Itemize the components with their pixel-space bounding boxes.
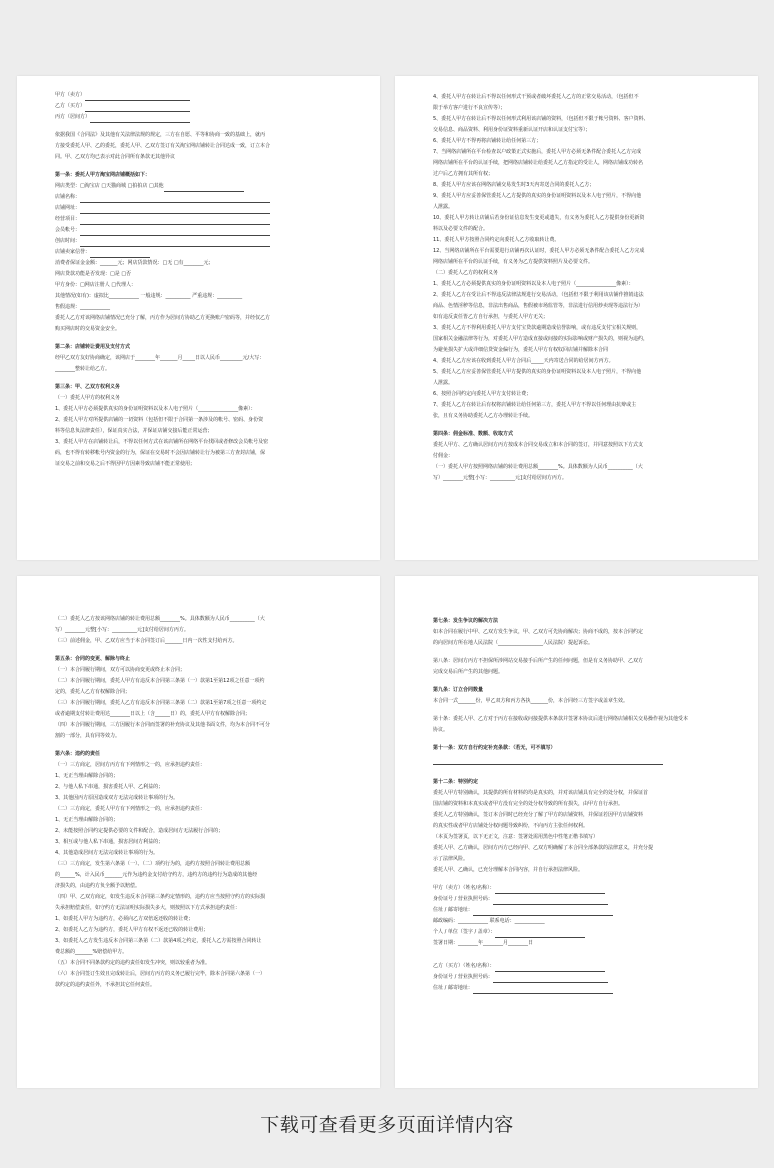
text-line	[433, 843, 720, 854]
line-text: （四）甲、乙双方商定，如发生违反本合同第三条约定情形的，违约方应当按照守约方的实际损	[55, 894, 266, 900]
blank-fill-line	[495, 886, 605, 894]
line-text: 委托人乙方特别确认，签订本合同时已经充分了解了甲方的店铺资料，并保证若因甲方店铺资料	[433, 812, 644, 818]
text-line	[55, 760, 342, 771]
line-text: 12、当网络店铺所在平台需要进行店铺再次认证时，委托人甲方必须无条件配合委托人乙方完成	[433, 248, 645, 254]
text-line	[55, 269, 342, 280]
line-text: （本页为签署页，以下无正文，注意：签署处需用黑色中性笔正楷书填写）	[433, 834, 599, 840]
line-text: 签署日期：________年________月________日	[433, 940, 534, 946]
section-heading	[55, 382, 342, 393]
blank-fill-line	[85, 93, 190, 101]
text-line	[433, 279, 720, 290]
line-text: 证交易之前和交易之后不得因甲方因素导致店铺不能正常使用；	[55, 461, 196, 467]
line-text: 第三条：甲、乙双方权利义务	[55, 384, 121, 390]
text-line	[433, 754, 720, 765]
blank-fill-line	[80, 195, 270, 203]
line-text: （一）本合同履行期间，双方可以协商变更或终止本合同；	[55, 667, 186, 673]
line-text: 的向居间方所在地人民法院（__________________人民法院）提起诉讼。	[433, 640, 594, 646]
text-line	[433, 821, 720, 832]
text-line	[433, 696, 720, 707]
line-text: 写）________元整[小写：__________元]支付给居间方丙方。	[55, 627, 189, 633]
line-text: 1、无正当理由解除合同的；	[55, 773, 119, 779]
line-text: 1、委托人乙方必须提供真实的身份证明资料以及本人电子照片（________________像素）：	[433, 281, 634, 287]
text-line	[433, 213, 720, 224]
section-heading	[433, 616, 720, 627]
text-line	[433, 312, 720, 323]
text-line	[433, 799, 720, 810]
text-line	[55, 804, 342, 815]
line-text: 会员帐号：	[55, 227, 81, 233]
text-line	[55, 353, 342, 364]
text-line	[55, 415, 342, 426]
text-line	[433, 894, 720, 905]
text-line	[433, 411, 720, 422]
line-text: （一）委托人甲方的权利义务	[55, 395, 121, 401]
line-text: 乙方（买方）（姓名/名称）：	[433, 963, 495, 969]
line-text: 协议。	[433, 727, 449, 733]
text-line	[55, 936, 342, 947]
line-text: 限于举方客户进行不良宣传等）；	[433, 105, 506, 111]
line-text: 3、如委托人乙方发生违反本合同第三条第（二）款第4项之约定，委托人乙方需按照合同转让	[55, 938, 262, 944]
text-line	[433, 725, 720, 736]
text-line	[433, 714, 720, 725]
line-text: 的______%，计入民币_______元作为违约金支付给守约方，违约方的违约行为造成的其他经	[55, 872, 258, 878]
text-line	[55, 152, 342, 163]
line-text: 身份证号 / 营业执照号码：	[433, 974, 493, 980]
line-text: 第十一条：双方自行约定补充条款：（若无，可不填写）	[433, 745, 556, 751]
text-line	[55, 302, 342, 313]
text-line	[433, 334, 720, 345]
text-line	[55, 720, 342, 731]
text-line	[55, 181, 342, 192]
line-text: 费总额的_______%赔偿给甲方。	[55, 949, 128, 955]
text-line	[433, 257, 720, 268]
paragraph-spacer	[433, 736, 720, 743]
text-line	[433, 961, 720, 972]
text-line	[433, 440, 720, 451]
text-line	[433, 983, 720, 994]
line-text: 消费者保证金金额：_______元；网店货款情况：□无 □有________元；	[55, 260, 214, 266]
text-line	[433, 323, 720, 334]
line-text: 2、委托人甲方对所提供店铺的一切资料（包括但不限于合同第一条涉及的帐号、密码、身份资	[55, 417, 264, 423]
line-text: 第十二条：特别约定	[433, 779, 479, 785]
line-text: 第四条：佣金标准、数额、收取方式	[433, 431, 514, 437]
text-line	[433, 916, 720, 927]
line-text: （三）本合同履行期间，委托人乙方有违反本合同第三条第（二）款第1至第7项之任意一项约定	[55, 700, 267, 706]
line-text: 2、与他人私下串通，损害委托人甲、乙利益的；	[55, 784, 164, 790]
text-line	[433, 169, 720, 180]
text-line	[55, 203, 342, 214]
line-text: 依据我国《合同法》及其他有关法律法规的规定，三方在自愿、平等和协商一致的基础上，就丙	[55, 132, 266, 138]
text-line	[433, 638, 720, 649]
document-page-1	[17, 76, 380, 560]
blank-fill-line	[493, 897, 608, 905]
blank-fill-line	[80, 217, 270, 225]
text-line	[433, 235, 720, 246]
text-line	[433, 854, 720, 865]
text-line	[55, 404, 342, 415]
text-line	[55, 141, 342, 152]
text-line	[55, 892, 342, 903]
line-text: 4、委托人甲方在转让后不得以任何形式干预或者破坏委托人乙方的正常交易活动，（包括但不	[433, 94, 639, 100]
paragraph-spacer	[433, 949, 720, 961]
text-line	[433, 972, 720, 983]
text-line	[55, 881, 342, 892]
line-text: （一）委托人甲方按照网络店铺的转让费用总额________%。具体数额为人民币__________（大	[433, 464, 643, 470]
line-text: ________整转让给乙方。	[55, 366, 111, 372]
line-text: 第二条：店铺转让费用及支付方式	[55, 344, 131, 350]
line-text: 1、如委托人甲方为违约方，必须向乙方双倍返还收的转让费；	[55, 916, 194, 922]
line-text: 甲方身份：□网店注册人 □代理人：	[55, 282, 137, 288]
text-line	[55, 903, 342, 914]
section-heading	[433, 429, 720, 440]
line-text: 邮政编码：____________ 联系电话：____________	[433, 918, 545, 924]
text-line	[433, 400, 720, 411]
text-line	[55, 709, 342, 720]
text-line	[55, 870, 342, 881]
text-line	[55, 665, 342, 676]
text-line	[55, 112, 342, 123]
text-line	[433, 810, 720, 821]
blank-fill-line	[80, 239, 270, 247]
text-line	[433, 268, 720, 279]
line-text: 委托人甲、乙确认，已充分理解本合同内容，并自行承担法律风险。	[433, 867, 584, 873]
line-text: 身份证号 / 营业执照号码：	[433, 896, 493, 902]
text-line	[55, 393, 342, 404]
line-text: 同。甲、乙双方均已表示对此合同所有条款无其他异议	[55, 154, 176, 160]
section-heading	[433, 743, 720, 754]
line-text: 失承担赔偿责任，如守约方无法证明实际损失多大，则按照以下方式承担违约责任：	[55, 905, 241, 911]
line-text: 国家相关金融法律等行为，对委托人甲方造成直接或间接的实际影响或财产损失的，则视为违约，	[433, 336, 649, 342]
text-line	[433, 158, 720, 169]
paragraph-spacer	[433, 422, 720, 429]
line-text: 为避免损失扩大或详细信贷资金偏行为，委托人甲方有权収回店铺并解除本合同	[433, 347, 609, 353]
blank-fill-line	[495, 930, 585, 938]
line-text: 3、相互或与他人私下串通，损害居间方利益的；	[55, 839, 164, 845]
text-line	[55, 258, 342, 269]
paragraph-spacer	[55, 163, 342, 170]
line-text: 3、委托人甲方在店铺转让后，不得以任何方式在该店铺所在网络平台找回或者修改会员帐号及密	[55, 439, 269, 445]
text-line	[433, 290, 720, 301]
text-line	[433, 147, 720, 158]
paragraph-spacer	[55, 742, 342, 749]
line-text: 第一条：委托人甲方淘宝网店铺概括如下：	[55, 172, 151, 178]
paragraph-spacer	[433, 876, 720, 883]
download-more-caption[interactable]: 下载可查看更多页面详情内容	[260, 1114, 514, 1136]
blank-fill-line	[90, 115, 190, 123]
line-text: 其他情况(如有)：虚拟比____________ 一般违规：__________ 严重违规：__________	[55, 293, 243, 299]
line-text: 6、委托人甲方不得再将店铺转让给任何第三方；	[433, 138, 542, 144]
line-text: 网络店铺所在平台的认证手续，把网络店铺转让给委托人乙方指定的受让人，网络店铺成功转名	[433, 160, 644, 166]
text-line	[55, 815, 342, 826]
line-text: 委托人甲方、乙方确认居间方丙方按成本合同交易成立和本合同的签订，并同意按照以下方式支	[433, 442, 644, 448]
blank-fill-line	[493, 975, 608, 983]
text-line	[433, 462, 720, 473]
blank-fill-line	[164, 184, 244, 192]
line-text: 10、委托人甲方转让店铺后若身份证信息发生变更或遗失，有义务为委托人乙方提供身份更新资	[433, 215, 645, 221]
line-text: 店铺卖家信誉：	[55, 249, 91, 255]
line-text: 甲方（卖方）（姓名/名称）：	[433, 885, 495, 891]
text-line	[55, 698, 342, 709]
blank-fill-line	[495, 964, 605, 972]
text-line	[55, 614, 342, 625]
line-text: 住址 / 邮寄地址：	[433, 907, 473, 913]
line-text: （二）三方商定，委托人甲方有下列情形之一的，应承担违约责任：	[55, 806, 206, 812]
text-line	[433, 246, 720, 257]
line-text: 本合同一式_______份，甲乙双方和丙方各执_______份，本合同经三方签字或盖章生效。	[433, 698, 629, 704]
text-line	[55, 826, 342, 837]
line-text: 委托人乙方对该网络店铺情况已充分了解，丙方作为居间方协助乙方更换账户密码等，并经仅乙方	[55, 315, 271, 321]
line-text: 经甲乙双方友好协商确定，该网店于________年_______月_____日以人民币_________元/大写：	[55, 355, 265, 361]
line-text: 2、未能按照合同约定提供必要的文件和配合，造成居间方无法履行合同的；	[55, 828, 224, 834]
line-text: 网络店铺所在平台的认证手续，有义务为乙方提供资料照片及必要文件。	[433, 259, 594, 265]
line-text: 2、如委托人乙方为违约方，委托人甲方有权不返还已收的转让费用；	[55, 927, 209, 933]
text-line	[55, 214, 342, 225]
line-text: （五）本合同不同条款约定的违约责任如发生冲突，则以较重者为准。	[55, 960, 211, 966]
line-text: 第九条：订立合同数量	[433, 687, 484, 693]
line-text: 7、当网络店铺所在平台检查以户政策正式实施后，委托人甲方必须无条件配合委托人乙方完成	[433, 149, 642, 155]
line-text: 委托人甲、乙方确认，居间方丙方已经向甲、乙双方明确解了本合同全部条款的法律意义，并充分提	[433, 845, 654, 851]
text-line	[433, 865, 720, 876]
document-page-4	[395, 576, 758, 1088]
text-line	[433, 656, 720, 667]
text-line	[55, 192, 342, 203]
line-text: 定的，委托人乙方有权解除合同；	[55, 689, 131, 695]
line-text: 第十条：委托人甲、乙方对于丙方在接收或问接提供本条款并签署本协议后进行网络店铺相关交易操作视为其他受本	[433, 716, 689, 722]
line-text: 委托人甲方特别确认，其提供的所有材料的均是真实的，并对该店铺具有完全的处分权，并保证首	[433, 790, 649, 796]
line-text: 交易信息、商品资料、利用身份证资料重新认证开店和认证支付宝等）；	[433, 127, 591, 133]
line-text: 2、委托人乙方在受让后不得违反法律法规进行交易活动，（包括但不限于利用该店铺作推销违法	[433, 292, 644, 298]
line-text: 商品、色情淫秽等信息，非法出售商品，售假被市场监管等，非法进行信用炒卖现等违法行为）	[433, 303, 644, 309]
section-heading	[433, 685, 720, 696]
line-text: 料以及必要文件的配合。	[433, 226, 489, 232]
line-text: 4、其他造成居间方无法完成转让事项的行为。	[55, 850, 159, 856]
line-text: 国店铺的资料和本真实或者甲方没有完全的处分权导致的所有损失，由甲方自行承担。	[433, 801, 624, 807]
line-text: （四）本合同履行期间，三方因履行本合同而签署的补充协议及其他书面文件，均为本合同不可分	[55, 722, 271, 728]
paragraph-spacer	[433, 678, 720, 685]
line-text: 付佣金：	[433, 453, 454, 459]
text-line	[55, 313, 342, 324]
text-line	[55, 848, 342, 859]
paragraph-spacer	[55, 123, 342, 130]
text-line	[55, 947, 342, 958]
section-heading	[55, 654, 342, 665]
blank-fill-line	[90, 250, 150, 258]
line-text: 如本合同在履行中甲、乙双方发生争议，甲、乙双方可先协商解决；协商不成的，按本合同约定	[433, 629, 644, 635]
text-line	[55, 459, 342, 470]
text-line	[433, 114, 720, 125]
text-line	[55, 236, 342, 247]
line-text: （三）前述佣金，甲、乙双方应当于本合同签订后_______日内一次性支付给丙方。	[55, 638, 238, 644]
section-heading	[55, 342, 342, 353]
text-line	[433, 927, 720, 938]
line-text: （一）三方商定，居间方丙方有下列情形之一的，应承担违约责任：	[55, 762, 206, 768]
text-line	[433, 451, 720, 462]
text-line	[433, 356, 720, 367]
text-line	[433, 367, 720, 378]
line-text: 乙方（买方）	[55, 103, 86, 109]
text-line	[55, 636, 342, 647]
line-text: 8、委托人甲方应该在网络店铺交易发生时3天内寄送合同的委托人乙方；	[433, 182, 595, 188]
line-text: 3、其他因丙方原因造成双方无法完成转让事项的行为。	[55, 795, 179, 801]
text-line	[55, 130, 342, 141]
text-line	[55, 280, 342, 291]
document-page-3	[17, 576, 380, 1088]
line-text: 码，也不得有转移帐号内资金的行为，保证在交易时不会因店铺转让行为被第三方查封店铺，保	[55, 450, 266, 456]
text-line	[433, 103, 720, 114]
line-text: 张，且有义务协助委托人乙方办理转让手续。	[433, 413, 534, 419]
line-text: 4、委托人乙方应该在收到委托人甲方合同后_____天内寄送合同的给居间方丙方。	[433, 358, 614, 364]
line-text: 11、委托人甲方按照合同约定向委托人乙方收取转让费。	[433, 237, 560, 243]
text-line	[433, 345, 720, 356]
line-text: 6、按照合同约定向委托人甲方支付转让费；	[433, 391, 532, 397]
paragraph-spacer	[55, 335, 342, 342]
line-text: （六）本合同签订生效且完成转让后，居间方丙方的义务已履行完毕，除本合同第六条第（一）	[55, 971, 266, 977]
text-line	[55, 980, 342, 991]
line-text: 丙方（居间方）	[55, 114, 91, 120]
text-line	[55, 731, 342, 742]
line-text: 网店贷款功能是否发现：□是 □否	[55, 271, 132, 277]
text-line	[433, 191, 720, 202]
line-text: 店铺名称：	[55, 194, 81, 200]
line-text: 款约定的违约责任外，不承担其它任何责任。	[55, 982, 156, 988]
line-text: 的真实性或者甲方店铺处分权问题导致纠纷，不向丙方主张任何权利。	[433, 823, 589, 829]
blank-fill-line	[85, 104, 190, 112]
line-text: 售假违规：____________	[55, 304, 111, 310]
text-line	[433, 667, 720, 678]
line-text: 示了法律风险。	[433, 856, 469, 862]
section-heading	[55, 749, 342, 760]
text-line	[55, 364, 342, 375]
text-line	[55, 782, 342, 793]
line-text: （三）三方商定，发生第六条第（一）、（二）项约行为的，违约方按照合同转让费用总额	[55, 861, 251, 867]
line-text: 第七条：发生争议的解决方法	[433, 618, 499, 624]
text-line	[433, 125, 720, 136]
line-text: 人泄露。	[433, 380, 454, 386]
text-line	[55, 625, 342, 636]
document-page-2	[395, 76, 758, 560]
line-text: 3、委托人乙方不得利用委托人甲方支付宝贷款逾期造成信誉影响，或有违反支付宝相关规则，	[433, 325, 642, 331]
line-text: 9、委托人甲方应妥善保管委托人乙方提供的真实的身份证明资料以及本人电子照片，不得向他	[433, 193, 642, 199]
paragraph-spacer	[55, 375, 342, 382]
text-line	[433, 788, 720, 799]
line-text: 第五条：合同的变更、解除与终止	[55, 656, 131, 662]
text-line	[55, 793, 342, 804]
line-text: （二）委托人乙方的权利义务	[433, 270, 499, 276]
text-line	[433, 832, 720, 843]
text-line	[55, 925, 342, 936]
line-text: 1、无正当理由解除合同的；	[55, 817, 119, 823]
text-line	[55, 291, 342, 302]
text-line	[55, 90, 342, 101]
text-line	[55, 448, 342, 459]
line-text: 网店类型：□淘宝店 □天猫商城 □拍拍店 □其他	[55, 183, 164, 189]
line-text: 个人 / 单位（签字 / 盖章）：	[433, 929, 496, 935]
text-line	[433, 202, 720, 213]
line-text: 住址 / 邮寄地址：	[433, 985, 473, 991]
line-text: 店铺网址：	[55, 205, 81, 211]
line-text: 或者逾期支付转让费用达________日以上（含______日）的，委托人甲方有权解除合同；	[55, 711, 251, 717]
text-line	[433, 301, 720, 312]
text-line	[55, 859, 342, 870]
text-line	[55, 969, 342, 980]
text-line	[433, 473, 720, 484]
text-line	[433, 905, 720, 916]
text-line	[433, 180, 720, 191]
text-line	[55, 437, 342, 448]
section-heading	[433, 777, 720, 788]
text-line	[433, 224, 720, 235]
blank-fill-line	[433, 757, 663, 765]
text-line	[433, 883, 720, 894]
text-line	[433, 389, 720, 400]
text-line	[433, 136, 720, 147]
line-text: 甲方（卖方）	[55, 92, 86, 98]
line-text: 人泄露。	[433, 204, 454, 210]
text-line	[433, 938, 720, 949]
text-line	[433, 627, 720, 638]
line-text: （二）本合同履行期间，委托人甲方有违反本合同第三条第（一）款第1至第12项之任意一项约	[55, 678, 265, 684]
line-text: 5、委托人乙方应妥善保管委托人甲方提供的真实的身份证明资料以及本人电子照片，不得向他	[433, 369, 642, 375]
blank-fill-line	[473, 908, 613, 916]
text-line	[55, 324, 342, 335]
text-line	[55, 676, 342, 687]
text-line	[55, 101, 342, 112]
line-text: 第六条：违约的责任	[55, 751, 101, 757]
text-line	[55, 247, 342, 258]
line-text: 第八条：居间方丙方不担保所涉网站交易接手后所产生的任何问题，但是有义务协助甲、乙双方	[433, 658, 644, 664]
section-heading	[55, 170, 342, 181]
line-text: 5、委托人甲方在转让后不得以任何形式利用该店铺的资料，（包括但不限于帐号资料、客户资料、	[433, 116, 649, 122]
line-text: 济损失的，由违约方负全额予以赔偿。	[55, 883, 141, 889]
line-text: 料等信息负法律责任），保证真实合法，并保证店铺交接后能正常运营；	[55, 428, 213, 434]
text-line	[55, 426, 342, 437]
line-text: 如有违反责任皆乙方自行承担，与委托人甲方无关；	[433, 314, 549, 320]
line-text: （二）委托人乙方按该网络店铺的转让费用总额________%。具体数额为人民币__________（大	[55, 616, 265, 622]
text-line	[55, 837, 342, 848]
line-text: 写）________元整[小写：__________元]支付给居间方丙方。	[433, 475, 567, 481]
text-line	[55, 225, 342, 236]
text-line	[433, 378, 720, 389]
paragraph-spacer	[55, 647, 342, 654]
paragraph-spacer	[433, 649, 720, 656]
line-text: 7、委托人乙方在转让后有权将店铺转让给任何第三方，委托人甲方不得以任何理由抗辩或主	[433, 402, 637, 408]
paragraph-spacer	[433, 765, 720, 777]
text-line	[55, 958, 342, 969]
line-text: 购买网店时的交易资金安全。	[55, 326, 121, 332]
line-text: 方接受委托人甲、乙的委托，委托人甲、乙双方签订有关淘宝网店铺转让合同达成一致，订立本合	[55, 143, 271, 149]
line-text: 过户后乙方拥有其所有权；	[433, 171, 494, 177]
line-text: 创店时间：	[55, 238, 81, 244]
line-text: 完成交易后所产生的其他问题。	[433, 669, 504, 675]
line-text: 1、委托人甲方必须提供真实的身份证明资料以及本人电子照片（________________像素）：	[55, 406, 256, 412]
paragraph-spacer	[433, 707, 720, 714]
blank-fill-line	[473, 986, 613, 994]
line-text: 割的一部分，具有同等效力。	[55, 733, 121, 739]
text-line	[433, 92, 720, 103]
blank-fill-line	[80, 228, 270, 236]
text-line	[55, 914, 342, 925]
text-line	[55, 771, 342, 782]
line-text: 经营项目：	[55, 216, 81, 222]
blank-fill-line	[80, 206, 270, 214]
text-line	[55, 687, 342, 698]
